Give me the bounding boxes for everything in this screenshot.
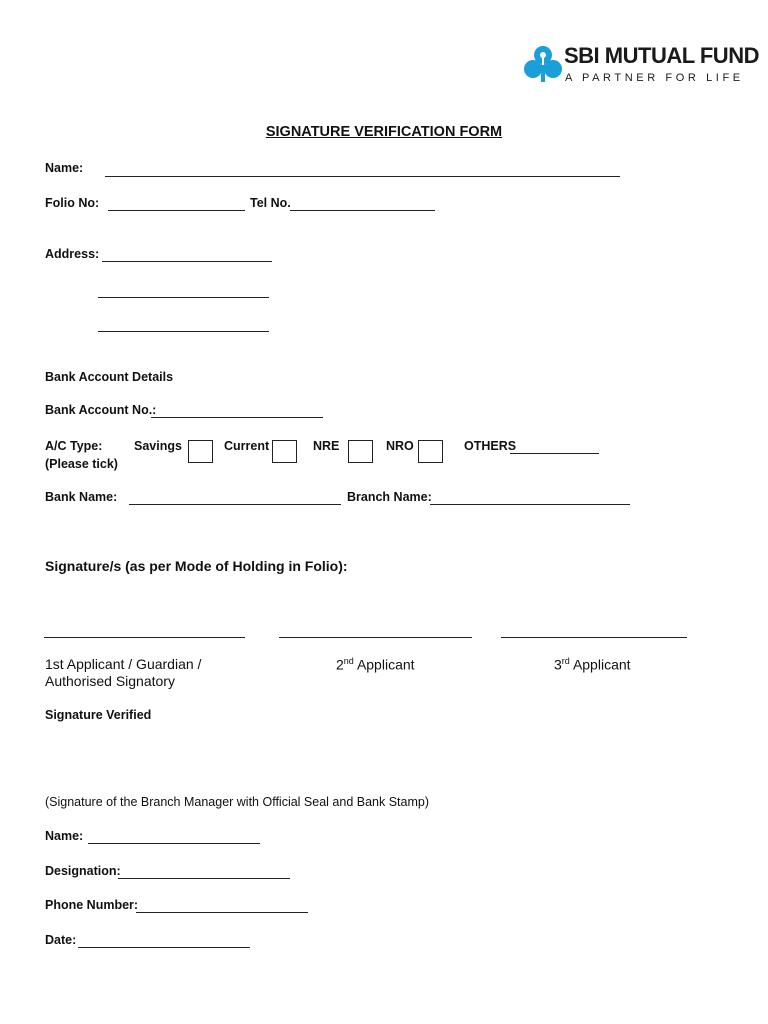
ac-type-current-checkbox[interactable] [272, 440, 297, 463]
logo [524, 43, 759, 88]
ac-type-nre-label: NRE [313, 439, 340, 453]
form-title: SIGNATURE VERIFICATION FORM [265, 124, 503, 140]
branch-manager-note: (Signature of the Branch Manager with Official Seal and Bank Stamp) [45, 795, 430, 809]
signatures-heading: Signature/s (as per Mode of Holding in Folio): [45, 558, 348, 574]
logo-tagline: A PARTNER FOR LIFE [565, 72, 744, 84]
signature-line-2[interactable] [279, 637, 472, 638]
date-field[interactable] [78, 947, 250, 948]
tel-label: Tel No. [250, 196, 291, 210]
signature-line-1[interactable] [44, 637, 245, 638]
ac-type-nre-checkbox[interactable] [348, 440, 373, 463]
ac-type-current-label: Current [224, 439, 270, 453]
tel-field[interactable] [290, 210, 435, 211]
signature-verified-heading: Signature Verified [45, 708, 152, 722]
designation-label: Designation: [45, 864, 121, 878]
bank-name-label: Bank Name: [45, 490, 118, 504]
ac-type-others-field[interactable] [510, 453, 599, 454]
bank-section-heading: Bank Account Details [45, 370, 174, 384]
phone-field[interactable] [136, 912, 308, 913]
folio-label: Folio No: [45, 196, 100, 210]
date-label: Date: [45, 933, 77, 947]
signature-line-3[interactable] [501, 637, 687, 638]
applicant-1-label: 1st Applicant / Guardian / [45, 656, 202, 672]
bank-name-field[interactable] [129, 504, 341, 505]
ac-type-others-label: OTHERS [464, 439, 517, 453]
applicant-3-suffix: rd [561, 656, 570, 666]
ac-type-nro-checkbox[interactable] [418, 440, 443, 463]
applicant-3-number: 3 [554, 656, 562, 673]
folio-field[interactable] [108, 210, 245, 211]
ac-type-label: A/C Type: [45, 439, 103, 453]
address-label: Address: [45, 247, 100, 261]
applicant-2-suffix: nd [343, 656, 354, 666]
verifier-name-field[interactable] [88, 843, 260, 844]
applicant-3-label [554, 656, 631, 673]
applicant-2-number: 2 [336, 656, 344, 673]
verifier-name-label: Name: [45, 829, 84, 843]
bank-account-field[interactable] [151, 417, 323, 418]
ac-type-savings-label: Savings [134, 439, 182, 453]
branch-name-field[interactable] [430, 504, 630, 505]
applicant-3-text: Applicant [572, 656, 631, 673]
please-tick-note: (Please tick) [45, 457, 118, 471]
applicant-2-label [336, 656, 415, 673]
ac-type-nro-label: NRO [386, 439, 414, 453]
name-field[interactable] [105, 176, 620, 177]
logo-title: SBI MUTUAL FUND [564, 43, 759, 68]
address-line-1[interactable] [102, 261, 272, 262]
sbi-logo-icon [524, 44, 562, 84]
address-line-2[interactable] [98, 297, 269, 298]
applicant-1-sublabel: Authorised Signatory [45, 673, 175, 689]
ac-type-savings-checkbox[interactable] [188, 440, 213, 463]
phone-label: Phone Number: [45, 898, 139, 912]
bank-account-label: Bank Account No.: [45, 403, 157, 417]
branch-name-label: Branch Name: [347, 490, 432, 504]
designation-field[interactable] [118, 878, 290, 879]
applicant-2-text: Applicant [356, 656, 415, 673]
name-label: Name: [45, 161, 84, 175]
address-line-3[interactable] [98, 331, 269, 332]
